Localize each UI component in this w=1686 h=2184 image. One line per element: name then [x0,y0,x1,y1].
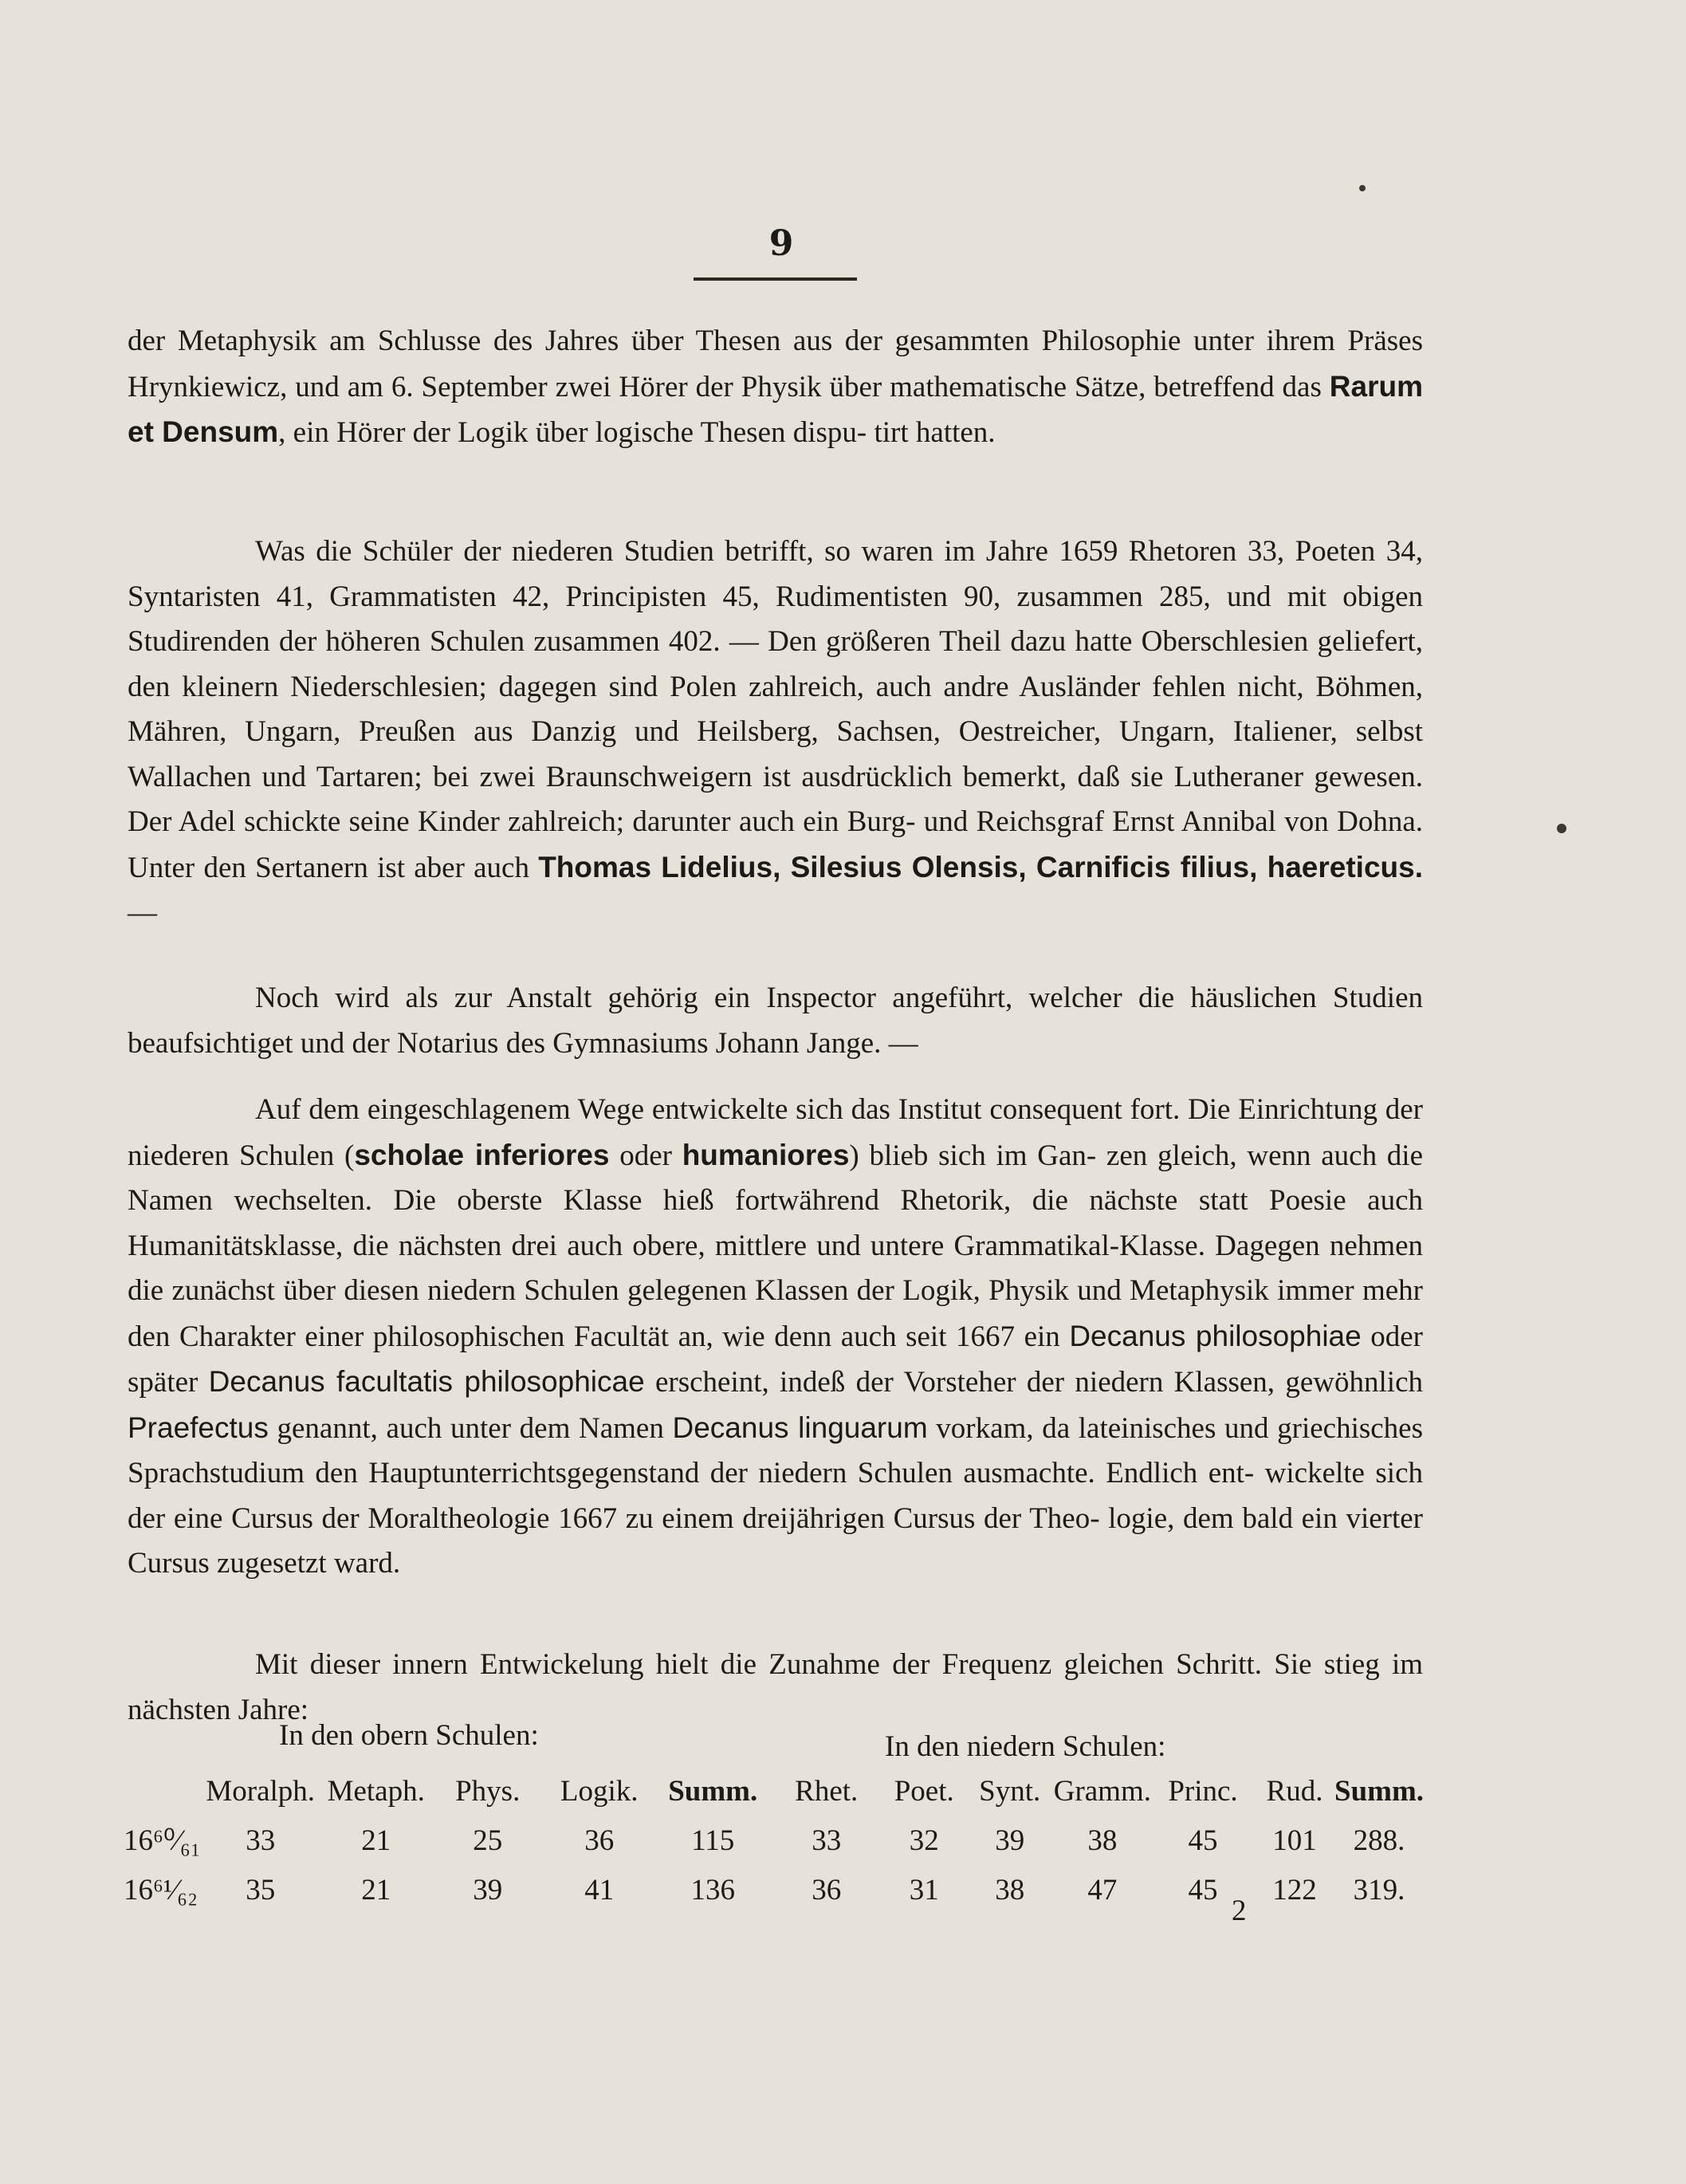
header-rule [694,277,857,281]
cell: 136 [690,1873,735,1907]
paragraph-1 [128,319,1423,456]
p4-latin-praefectus: Praefectus [128,1411,269,1444]
p4-latin-inferiores: scholae inferiores [354,1138,610,1171]
header-poet: Poet. [894,1774,954,1808]
p1-text-a: der Metaphysik am Schlusse des Jahres über Thesen aus der gesammten Philosophie unter ihrem Präses Hrynkiewicz, und am 6. September zwei Hörer der Physik über mathematische Sätze, betreffend das [128,325,1423,403]
lower-schools-label: In den niedern Schulen: [885,1730,1166,1763]
cell: 115 [691,1824,735,1857]
p2-text-c: — [128,896,157,929]
cell: 288. [1353,1824,1405,1857]
school-labels [0,1718,1686,1763]
cell: 33 [246,1824,276,1857]
p4-text-m: vorkam, da lateinisches und griechisches Sprachstudium den Hauptunterrichtsgegenstand der niedern Schulen ausmachte. Endlich ent- wickelte sich der eine Cursus der Moraltheologie 1667 zu einem dreijährigen Cursus der Theo- logie, dem bald ein vierter Cursus zugesetzt ward. [128,1411,1423,1580]
p4-text-c: oder [609,1139,682,1172]
header-year [124,1766,201,1816]
header-princ: Princ. [1168,1774,1238,1808]
header-synt: Synt. [979,1774,1041,1808]
p4-text-i: erscheint, indeß der Vorsteher der niedern Klassen, gewöhnlich [644,1366,1423,1399]
p4-latin-decanus-phil: Decanus philosophiae [1069,1319,1362,1352]
cell: 319. [1353,1873,1405,1907]
header-gramm: Gramm. [1053,1774,1151,1808]
table-row [124,1865,1424,1914]
cell: 21 [361,1873,391,1907]
cell: 45 [1188,1824,1218,1857]
cell: 101 [1272,1824,1317,1857]
cell: 122 [1272,1873,1317,1907]
p2-latin-lidelius: Thomas Lidelius, Silesius Olensis, Carnificis filius, haereticus. [538,850,1423,883]
cell: 33 [812,1824,842,1857]
cell: 25 [473,1824,503,1857]
header-phys: Phys. [455,1774,521,1808]
upper-schools-label: In den obern Schulen: [279,1719,539,1752]
paragraph-3 [128,976,1423,1066]
cell: 35 [246,1873,276,1907]
row-year: 16⁶⁰⁄₆₁ [124,1824,201,1857]
p4-text-k: genannt, auch unter dem Namen [268,1411,673,1445]
cell: 38 [995,1873,1025,1907]
cell: 36 [812,1873,842,1907]
frequency-table [124,1766,1424,1914]
p1-text-c: , ein Hörer der Logik über logische Thesen dispu- tirt hatten. [278,416,996,449]
cell: 45 [1188,1873,1218,1907]
paragraph-2 [128,529,1423,936]
header-logik: Logik. [560,1774,639,1808]
header-summ-lower: Summ. [1334,1774,1425,1808]
cell: 47 [1087,1873,1118,1907]
page-number: 9 [768,223,794,264]
cell: 41 [584,1873,615,1907]
header-metaph: Metaph. [327,1774,425,1808]
header-rhet: Rhet. [795,1774,859,1808]
ink-speck [1359,185,1366,191]
table-header-row [124,1766,1424,1816]
p1-latin-rarum: Rarum et Densum [128,369,1423,448]
p4-text-g: oder später [128,1320,1424,1399]
cell: 31 [909,1873,939,1907]
row-year: 16⁶¹⁄₆₂ [124,1873,198,1907]
header-moralph: Moralph. [206,1774,316,1808]
paragraph-4 [128,1088,1423,1587]
cell: 36 [584,1824,615,1857]
p4-latin-humaniores: humaniores [682,1138,850,1171]
ink-speck [1557,824,1566,833]
table-row [124,1816,1424,1865]
p4-latin-decanus-ling: Decanus linguarum [672,1411,928,1444]
p5-text-a: Mit dieser innern Entwickelung hielt die Zunahme der Frequenz gleichen Schritt. Sie stieg im nächsten Jahre: [128,1648,1423,1726]
cell: 38 [1087,1824,1118,1857]
cell: 21 [361,1824,391,1857]
cell: 39 [995,1824,1025,1857]
signature-mark: 2 [1232,1895,1247,1927]
header-summ-upper: Summ. [668,1774,758,1808]
cell: 39 [473,1873,503,1907]
p4-latin-decanus-fac: Decanus facultatis philosophicae [208,1365,645,1398]
p4-text-e: ) blieb sich im Gan- zen gleich, wenn auch die Namen wechselten. Die oberste Klasse hieß fortwährend Rhetorik, die nächste statt Poesie auch Humanitätsklasse, die nächsten drei auch obere, mittlere und untere Grammatikal-Klasse. Dagegen nehmen die zunächst über diesen niedern Schulen gelegenen Klassen der Logik, Physik und Metaphysik immer mehr den Charakter einer philosophischen Facultät an, wie denn auch seit 1667 ein [128,1139,1423,1353]
p4-text-a: Auf dem eingeschlagenem Wege entwickelte sich das Institut consequent fort. Die Einrichtung der niederen Schulen ( [128,1093,1423,1172]
header-rud: Rud. [1266,1774,1323,1808]
p3-text-a: Noch wird als zur Anstalt gehörig ein Inspector angeführt, welcher die häuslichen Studien beaufsichtiget und der Notarius des Gymnasiums Johann Jange. — [128,982,1423,1060]
p2-text-a: Was die Schüler der niederen Studien betrifft, so waren im Jahre 1659 Rhetoren 33, Poeten 34, Syntaristen 41, Grammatisten 42, Principisten 45, Rudimentisten 90, zusammen 285, und mit obigen Studirenden der höheren Schulen zusammen 402. — Den größeren Theil dazu hatte Oberschlesien geliefert, den kleinern Niederschlesien; dagegen sind Polen zahlreich, auch andre Ausländer fehlen nicht, Böhmen, Mähren, Ungarn, Preußen aus Danzig und Heilsberg, Sachsen, Oestreicher, Ungarn, Italiener, selbst Wallachen und Tartaren; bei zwei Braunschweigern ist ausdrücklich bemerkt, daß sie Lutheraner gewesen. Der Adel schickte seine Kinder zahlreich; darunter auch ein Burg- und Reichsgraf Ernst Annibal von Dohna. Unter den Sertanern ist aber auch [128,535,1423,884]
cell: 32 [909,1824,939,1857]
